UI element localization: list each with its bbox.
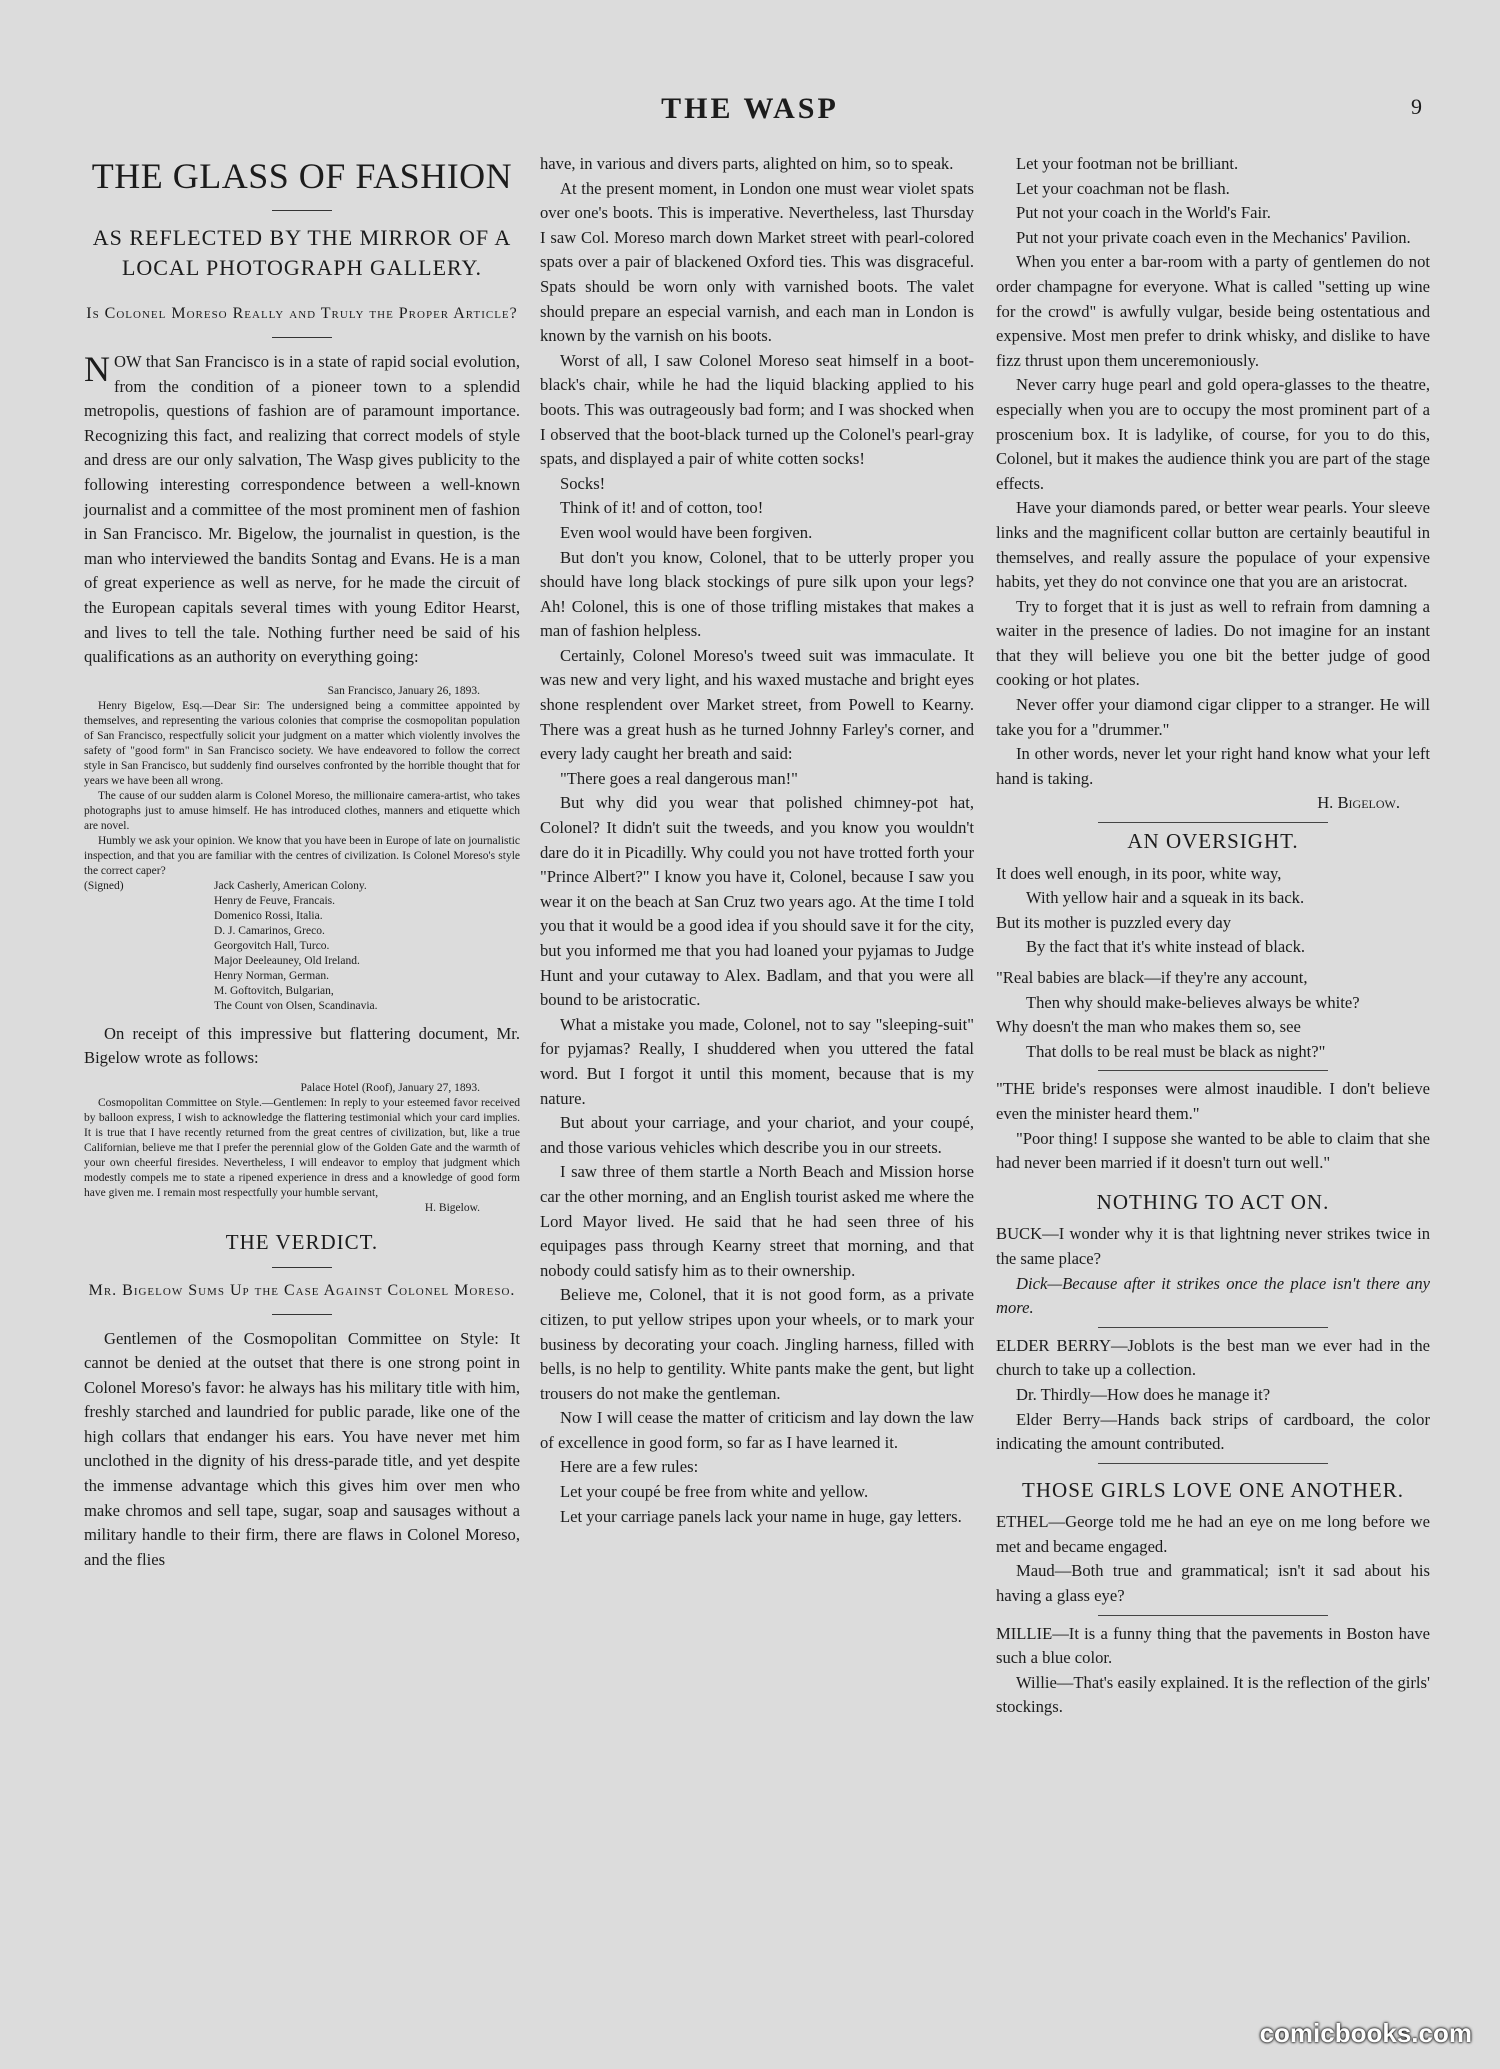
poem-line: "Real babies are black—if they're any account,	[996, 968, 1308, 987]
divider	[1098, 1615, 1328, 1616]
paragraph: Try to forget that it is just as well to refrain from damning a waiter in the presence of ladies. Do not imagine for an instant that they will believe you one bit the better judge of good cooking or hot plates.	[996, 596, 1430, 690]
signer: D. J. Camarinos, Greco.	[214, 924, 325, 937]
signature: H. Bigelow.	[1317, 793, 1400, 813]
article-title: THE GLASS OF FASHION	[91, 156, 513, 196]
nothing-title: NOTHING TO ACT ON.	[1096, 1189, 1330, 1214]
signers-list	[84, 879, 520, 1014]
paragraph: What a mistake you made, Colonel, not to say "sleeping-suit" for pyjamas? Really, I shuddered when you uttered the fatal word. But I forgot it until this moment, because that is my nature.	[540, 1014, 974, 1108]
poem-line: That dolls to be real must be black as night?"	[1026, 1041, 1326, 1061]
paragraph: But don't you know, Colonel, that to be utterly proper you should have long black stockings of pure silk upon your legs? Ah! Colonel, this is one of those trifling mistakes that makes a man of fashion helpless.	[540, 547, 974, 641]
paragraph: Even wool would have been forgiven.	[560, 522, 813, 542]
paragraph: Never carry huge pearl and gold opera-glasses to the theatre, especially when you are to occupy the most prominent part of a proscenium box. It is ladylike, of course, for you to do this, Colonel, but it makes the audience think you are part of the stage effects.	[996, 375, 1430, 493]
drop-cap: N	[84, 349, 110, 389]
poem-line: It does well enough, in its poor, white way,	[996, 863, 1282, 883]
divider	[1098, 822, 1328, 823]
signer: M. Goftovitch, Bulgarian,	[214, 984, 334, 997]
bride-paragraph: "Poor thing! I suppose she wanted to be able to claim that she had never been married if it doesn't turn out well."	[996, 1128, 1430, 1173]
joke-line: BUCK—I wonder why it is that lightning never strikes twice in the same place?	[996, 1224, 1430, 1268]
column-3	[996, 152, 1430, 1720]
letter-signature: H. Bigelow.	[424, 1201, 480, 1214]
poem-line: By the fact that it's white instead of black.	[1026, 937, 1306, 957]
paragraph: Let your carriage panels lack your name in huge, gay letters.	[560, 1506, 962, 1526]
paragraph: Now I will cease the matter of criticism and lay down the law of excellence in good form, so far as I have learned it.	[540, 1408, 974, 1452]
joke-line: ELDER BERRY—Joblots is the best man we ever had in the church to take up a collection.	[996, 1335, 1430, 1380]
bride-paragraph: "THE bride's responses were almost inaudible. I don't believe even the minister heard them."	[996, 1079, 1430, 1123]
signer: The Count von Olsen, Scandinavia.	[214, 999, 378, 1012]
paragraph: When you enter a bar-room with a party of gentlemen do not order champagne for everyone. What is called "setting up wine for the crowd" is awfully vulgar, beside being ostentatious and expensive. Most men prefer to drink whisky, and dislike to have fizz thrust upon them unceremoniously.	[996, 252, 1430, 370]
oversight-poem	[996, 862, 1430, 1065]
paragraph: Never offer your diamond cigar clipper to a stranger. He will take you for a "drummer."	[996, 695, 1430, 739]
paragraph: Let your footman not be brilliant.	[1016, 154, 1239, 173]
signer: Georgovitch Hall, Turco.	[214, 939, 330, 952]
watermark-logo: comicbooks.com	[1259, 2018, 1472, 2048]
paragraph: Worst of all, I saw Colonel Moreso seat himself in a boot-black's chair, while he had the liquid blacking applied to his boots. This was outrageously bad form; and I was shocked when I observed that the boot-black turned up the Colonel's pearl-gray spats, and displayed a pair of white cotten socks!	[540, 350, 974, 469]
divider	[272, 210, 332, 211]
joke-line: Dr. Thirdly—How does he manage it?	[1016, 1384, 1271, 1404]
paragraph: Let your coachman not be flash.	[1016, 178, 1230, 198]
paragraph: At the present moment, in London one must wear violet spats over one's boots. This is imperative. Nevertheless, last Thursday I saw Col. Moreso march down Market street with pearl-colored spats over a pair of blackened Oxford ties. This was disgraceful. Spats should be worn only with varnished boots. The valet should prepare an especial varnish, and each man in London is known by the varnish on his boots.	[540, 178, 974, 346]
poem-line: Why doesn't the man who makes them so, see	[996, 1017, 1301, 1037]
paragraph: But why did you wear that polished chimney-pot hat, Colonel? It didn't suit the tweeds, and you know you wouldn't dare do it in Picadilly. Why could you not have trotted forth your "Prince Albert?" I know you have it, Colonel, because I saw you wear it on the beach at San Cruz two years ago. At the time I told you that it would be a good idea if you should save it for the city, but you informed me that you had loaned your pyjamas to Judge Hunt and your cutaway to Alex. Badlam, and that you were all bound to be aristocratic.	[540, 793, 974, 1010]
intro-paragraph	[84, 350, 520, 670]
joke-line: Elder Berry—Hands back strips of cardboard, the color indicating the amount contributed.	[996, 1409, 1430, 1454]
verdict-title: THE VERDICT.	[225, 1229, 379, 1254]
paragraph: Socks!	[560, 473, 606, 493]
divider	[1098, 1463, 1328, 1464]
poem-line: Then why should make-believes always be white?	[1026, 992, 1360, 1012]
paragraph: "There goes a real dangerous man!"	[560, 768, 798, 788]
verdict-text: Gentlemen of the Cosmopolitan Committee on Style: It cannot be denied at the outset that there is one strong point in Colonel Moreso's favor: he always has his military title with him, freshly starched and laundried for public parade, like one of the high collars that endanger his ears. You have never met him unclothed in the dignity of his dress-parade title, and yet despite the immense advantage which this gives him over men who make chromos and sell tape, sugar, soap and sausages without a military handle to their firm, there are flaws in Colonel Moreso, and the flies	[84, 1328, 520, 1569]
intro-text: OW that San Francisco is in a state of rapid social evolution, from the condition of a pioneer town to a splendid metropolis, questions of fashion are of paramount importance. Recognizing this fact, and realizing that correct models of style and dress are our only salvation, The Wasp gives publicity to the following interesting correspondence between a well-known journalist and a committee of the most prominent men of fashion in San Francisco. Mr. Bigelow, the journalist in question, is the man who interviewed the bandits Sontag and Evans. He is a man of great experience as well as nerve, for he made the circuit of the European capitals several times with young Editor Hearst, and lives to tell the tale. Nothing further need be said of his qualifications as an authority on everything going:	[84, 352, 520, 667]
signed-label: (Signed)	[84, 879, 124, 892]
receipt-paragraph: On receipt of this impressive but flattering document, Mr. Bigelow wrote as follows:	[84, 1023, 520, 1068]
paragraph: But about your carriage, and your chariot, and your coupé, and those various vehicles which describe you in our streets.	[540, 1113, 974, 1157]
bigelow-letter	[84, 1081, 520, 1216]
joke-line: Dick—Because after it strikes once the place isn't there any more.	[996, 1273, 1430, 1318]
page-number: 9	[1411, 94, 1422, 119]
column-2	[540, 152, 974, 1529]
divider	[1098, 1327, 1328, 1328]
paragraph: Think of it! and of cotton, too!	[560, 498, 764, 518]
joke-line: Willie—That's easily explained. It is the reflection of the girls' stockings.	[996, 1672, 1430, 1717]
column-1	[84, 152, 520, 1572]
poem-line: With yellow hair and a squeak in its back.	[1026, 888, 1305, 908]
paragraph: Believe me, Colonel, that it is not good form, as a private citizen, to put yellow stripes upon your wheels, or to mark your business by decorating your coach. Jingling harness, filled with bells, is no help to gentility. White pants make the gent, but light trousers do not make the gentleman.	[540, 1285, 974, 1403]
joke-line: Maud—Both true and grammatical; isn't it sad about his having a glass eye?	[996, 1561, 1430, 1606]
paragraph: Put not your coach in the World's Fair.	[1016, 203, 1271, 223]
paragraph: Put not your private coach even in the Mechanics' Pavilion.	[1016, 227, 1411, 247]
signer: Henry de Feuve, Francais.	[214, 894, 336, 907]
paragraph: have, in various and divers parts, alighted on him, so to speak.	[540, 154, 954, 173]
divider	[272, 1267, 332, 1268]
paragraph: In other words, never let your right hand know what your left hand is taking.	[996, 744, 1430, 788]
letter-dateline: San Francisco, January 26, 1893.	[327, 684, 480, 697]
letter-paragraph: The cause of our sudden alarm is Colonel Moreso, the millionaire camera-artist, who takes photographs just to amuse himself. He has introduced clothes, manners and etiquette which are novel.	[84, 789, 520, 832]
paragraph: I saw three of them startle a North Beach and Mission horse car the other morning, and an English tourist asked me where the Lord Mayor lived. He said that he had seen three of his equipages pass through Kearny street that morning, and that nobody could satisfy him as to their ownership.	[540, 1162, 974, 1280]
committee-letter	[84, 684, 520, 1014]
paragraph: Certainly, Colonel Moreso's tweed suit was immaculate. It was new and very light, and his waxed mustache and bright eyes shone resplendent over Market street, from Powell to Kearny. There was a great hush as he turned Johnny Farley's corner, and every lady caught her breath and said:	[540, 645, 974, 764]
divider	[272, 1314, 332, 1315]
masthead: THE WASP	[661, 92, 839, 125]
letter-paragraph: Cosmopolitan Committee on Style.—Gentlemen: In reply to your esteemed favor received by balloon express, I wish to acknowledge the flattering testimonial which your card implies. It is true that I have recently returned from the great centres of civilization, but, like a true Californian, believe me that I prefer the perennial glow of the Golden Gate and the warmth of your own cheerful firesides. Nevertheless, I will endeavor to employ that judgment which modestly compels me to state a ripened experience in dress and a knowledge of good form have given me. I remain most respectfully your humble servant,	[84, 1096, 520, 1199]
signer: Domenico Rossi, Italia.	[214, 909, 323, 922]
poem-line: But its mother is puzzled every day	[996, 912, 1232, 932]
girls-title: THOSE GIRLS LOVE ONE ANOTHER.	[1022, 1477, 1404, 1502]
signer: Major Deeleauney, Old Ireland.	[214, 954, 360, 967]
letter-paragraph: Humbly we ask your opinion. We know that you have been in Europe of late on journalistic inspection, and that you are familiar with the centres of civilization. Is Colonel Moreso's style the correct caper?	[84, 834, 520, 877]
article-subtitle: AS REFLECTED BY THE MIRROR OF A LOCAL PHOTOGRAPH GALLERY.	[92, 225, 512, 280]
paragraph: Here are a few rules:	[560, 1457, 699, 1477]
signer: Henry Norman, German.	[214, 969, 329, 982]
signer: Jack Casherly, American Colony.	[214, 879, 367, 892]
verdict-deck: Mr. Bigelow Sums Up the Case Against Colonel Moreso.	[88, 1281, 516, 1299]
divider	[1098, 1070, 1328, 1071]
divider	[272, 337, 332, 338]
paragraph: Let your coupé be free from white and yellow.	[560, 1482, 869, 1502]
letter-paragraph: Henry Bigelow, Esq.—Dear Sir: The undersigned being a committee appointed by themselves, and representing the various colonies that comprise the cosmopolitan population of San Francisco, respectfully solicit your judgment on a matter which violently involves the safety of "good form" in San Francisco society. We have endeavored to follow the correct style in San Francisco, but suddenly find ourselves confronted by the horrible thought that for years we have been all wrong.	[84, 699, 520, 787]
paragraph: Have your diamonds pared, or better wear pearls. Your sleeve links and the magnificent collar button are certainly beautiful in themselves, and really assure the populace of your expensive habits, yet they do not convince one that you are an aristocrat.	[996, 498, 1430, 592]
letter-dateline: Palace Hotel (Roof), January 27, 1893.	[300, 1081, 480, 1094]
joke-line: MILLIE—It is a funny thing that the pavements in Boston have such a blue color.	[996, 1623, 1430, 1668]
joke-line: ETHEL—George told me he had an eye on me long before we met and became engaged.	[996, 1512, 1430, 1556]
article-deck: Is Colonel Moreso Really and Truly the Proper Article?	[86, 305, 518, 322]
oversight-title: AN OVERSIGHT.	[1127, 829, 1299, 854]
